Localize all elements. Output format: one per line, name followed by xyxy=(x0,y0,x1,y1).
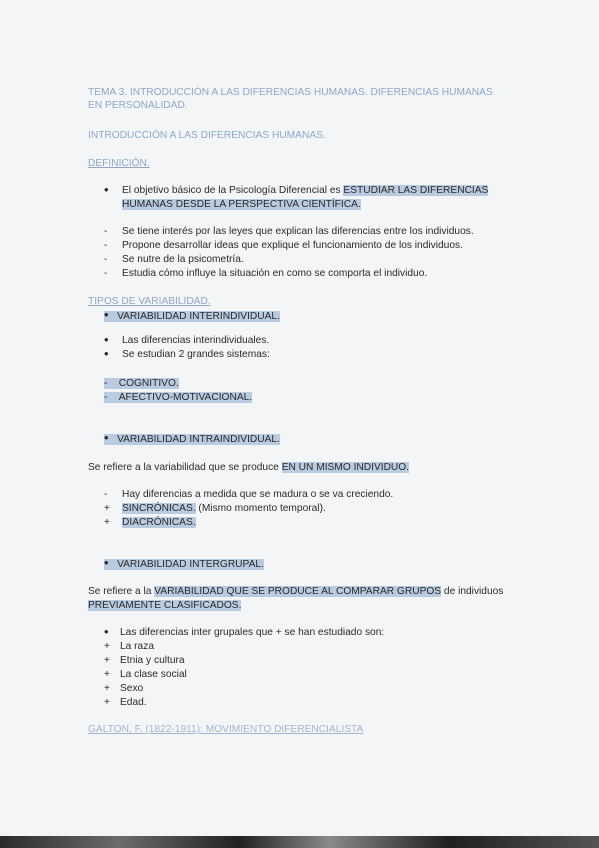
plus-icon: + xyxy=(104,669,110,680)
sincronicas-item xyxy=(122,502,326,515)
bullet-icon xyxy=(104,559,109,570)
plus-icon: + xyxy=(104,641,110,652)
intergrupal-item: Sexo xyxy=(120,683,144,694)
definicion-item: Se tiene interés por las leyes que explican las diferencias entre los individuos. xyxy=(122,226,474,237)
intergrupal-desc-line-1 xyxy=(88,585,503,598)
dash-icon: - xyxy=(104,240,108,251)
sincronicas-note: (Mismo momento temporal). xyxy=(195,503,326,514)
intergrupal-desc-post: de individuos xyxy=(441,586,504,597)
plus-icon: + xyxy=(104,655,110,666)
objective-highlight-2: HUMANAS DESDE LA PERSPECTIVA CIENTÍFICA. xyxy=(122,199,361,210)
bullet-icon xyxy=(104,311,109,322)
intraindividual-heading xyxy=(104,431,280,446)
plus-icon: + xyxy=(104,517,110,528)
intraindividual-desc-highlight: EN UN MISMO INDIVIDUO. xyxy=(281,462,410,473)
dash-icon: - xyxy=(104,254,108,265)
interindividual-heading xyxy=(104,308,280,323)
intraindividual-desc-text: Se refiere a la variabilidad que se produce xyxy=(88,462,282,473)
galton-heading: GALTON, F. (1822-1911): MOVIMIENTO DIFERENCIALISTA xyxy=(88,724,364,735)
dash-icon: - xyxy=(104,489,108,500)
plus-icon: + xyxy=(104,697,110,708)
intergrupal-label: VARIABILIDAD INTERGRUPAL. xyxy=(117,559,264,570)
definicion-item: Propone desarrollar ideas que explique el funcionamiento de los individuos. xyxy=(122,240,463,251)
definicion-heading: DEFINICIÓN. xyxy=(88,158,150,169)
intergrupal-heading xyxy=(104,556,264,571)
intraindividual-desc xyxy=(88,461,409,474)
intergrupal-lead: Las diferencias inter grupales que + se han estudiado son: xyxy=(120,627,385,638)
system-afectivo: - AFECTIVO-MOTIVACIONAL. xyxy=(104,392,253,403)
definicion-item: Se nutre de la psicometría. xyxy=(122,254,244,265)
photo-edge xyxy=(0,836,599,848)
diacronicas-label: DIACRÓNICAS. xyxy=(122,517,196,528)
title-line-1: TEMA 3. INTRODUCCIÓN A LAS DIFERENCIAS HUMANAS. DIFERENCIAS HUMANAS xyxy=(88,87,493,98)
interindividual-item: Se estudian 2 grandes sistemas: xyxy=(122,349,270,360)
intergrupal-desc-text: Se refiere a la xyxy=(88,586,155,597)
sincronicas-label: SINCRÓNICAS. xyxy=(122,503,196,514)
system-label: AFECTIVO-MOTIVACIONAL. xyxy=(118,392,253,403)
intraindividual-label: VARIABILIDAD INTRAINDIVIDUAL. xyxy=(117,434,280,445)
intergrupal-desc-highlight: VARIABILIDAD QUE SE PRODUCE AL COMPARAR GRUPOS xyxy=(154,586,442,597)
definicion-item: Estudia cómo influye la situación en como se comporta el individuo. xyxy=(122,268,428,279)
objective-highlight-1: ESTUDIAR LAS DIFERENCIAS xyxy=(343,185,489,196)
intergrupal-item: Edad. xyxy=(120,697,147,708)
objective-line-1 xyxy=(122,184,488,197)
dash-icon: - xyxy=(104,226,108,237)
intergrupal-desc-highlight-2: PREVIAMENTE CLASIFICADOS. xyxy=(88,600,242,611)
plus-icon: + xyxy=(104,503,110,514)
system-label: COGNITIVO. xyxy=(118,378,179,389)
interindividual-label: VARIABILIDAD INTERINDIVIDUAL. xyxy=(117,311,280,322)
system-cognitivo: - COGNITIVO. xyxy=(104,378,179,389)
interindividual-item: Las diferencias interindividuales. xyxy=(122,335,270,346)
intergrupal-item: Etnia y cultura xyxy=(120,655,185,666)
plus-icon: + xyxy=(104,683,110,694)
tipos-heading: TIPOS DE VARIABILIDAD. xyxy=(88,296,211,307)
intraindividual-item: Hay diferencias a medida que se madura o se va creciendo. xyxy=(122,489,394,500)
dash-icon: - xyxy=(104,268,108,279)
intergrupal-item: La clase social xyxy=(120,669,187,680)
intergrupal-desc-line-2 xyxy=(88,599,241,612)
title-line-2: EN PERSONALIDAD. xyxy=(88,100,188,111)
section-intro-heading: INTRODUCCIÓN A LAS DIFERENCIAS HUMANAS. xyxy=(88,130,326,141)
objective-line-2 xyxy=(122,198,361,211)
objective-text: El objetivo básico de la Psicología Diferencial es xyxy=(122,185,344,196)
bullet-icon xyxy=(104,347,109,362)
diacronicas-item xyxy=(122,516,196,529)
bullet-icon xyxy=(104,625,109,640)
bullet-icon xyxy=(104,183,109,198)
bullet-icon xyxy=(104,434,109,445)
intergrupal-item: La raza xyxy=(120,641,154,652)
